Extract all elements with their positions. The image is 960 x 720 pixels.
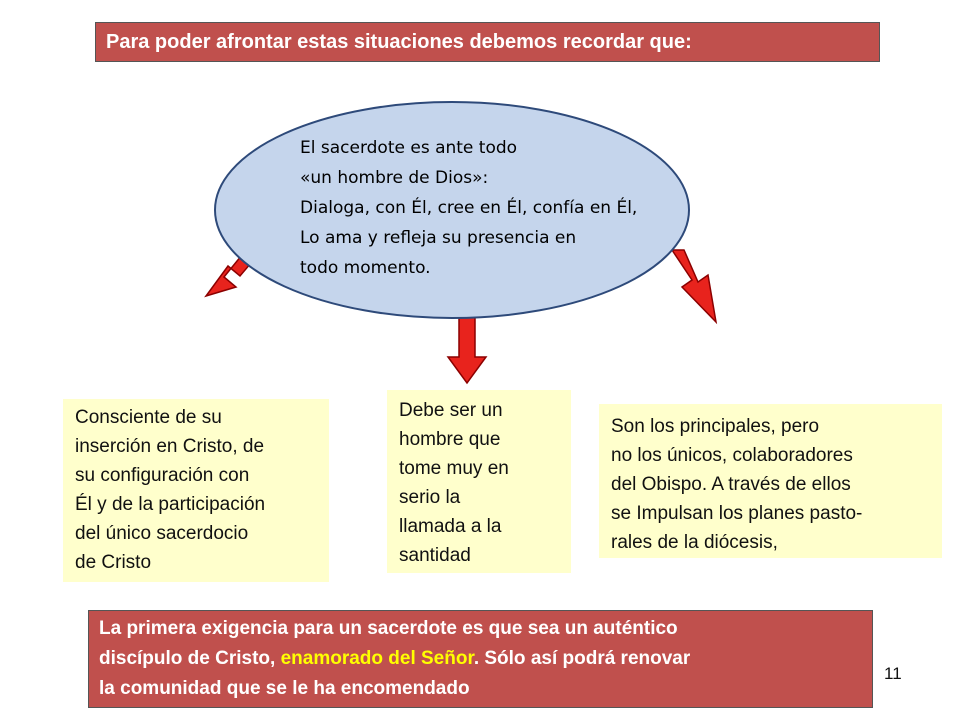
ellipse-line: todo momento. <box>300 258 431 278</box>
box-right-line: se Impulsan los planes pasto- <box>611 503 863 524</box>
box-left-line: Él y de la participación <box>75 494 266 515</box>
conclusion-line-2 <box>99 644 872 674</box>
conclusion-line-2-start: discípulo de Cristo, <box>99 648 281 669</box>
ellipse-line: El sacerdote es ante todo <box>300 138 518 158</box>
box-left-line: inserción en Cristo, de <box>75 436 265 457</box>
box-right-line: del Obispo. A través de ellos <box>611 474 851 495</box>
box-left-line: de Cristo <box>75 552 152 573</box>
ellipse-line: Dialoga, con Él, cree en Él, confía en Él, <box>300 198 638 218</box>
box-left-line: Consciente de su <box>75 407 222 428</box>
box-middle-line: Debe ser un <box>399 400 503 421</box>
box-left <box>63 399 329 582</box>
box-right-line: rales de la diócesis, <box>611 532 778 553</box>
page-number: 11 <box>884 664 902 683</box>
ellipse-line: Lo ama y refleja su presencia en <box>300 228 577 248</box>
conclusion-line-1: La primera exigencia para un sacerdote es que sea un auténtico <box>99 618 678 639</box>
ellipse-line: «un hombre de Dios»: <box>300 168 489 188</box>
conclusion-line-3: la comunidad que se le ha encomendado <box>99 678 470 699</box>
box-middle-line: hombre que <box>399 429 501 450</box>
box-middle <box>387 390 571 573</box>
box-middle-line: tome muy en <box>399 458 509 479</box>
title-text: Para poder afrontar estas situaciones debemos recordar que: <box>106 31 692 53</box>
box-middle-line: santidad <box>399 545 471 566</box>
box-left-line: su configuración con <box>75 465 250 486</box>
highlighted-phrase: enamorado del Señor <box>280 648 474 669</box>
box-right-line: Son los principales, pero <box>611 416 820 437</box>
arrow-middle <box>448 317 486 383</box>
ellipse-text <box>300 133 700 283</box>
box-left-line: del único sacerdocio <box>75 523 249 544</box>
conclusion-line-2-end: . Sólo así podrá renovar <box>473 648 691 669</box>
box-middle-line: serio la <box>399 487 461 508</box>
box-right <box>599 404 942 558</box>
box-middle-line: llamada a la <box>399 516 502 537</box>
box-right-line: no los únicos, colaboradores <box>611 445 853 466</box>
conclusion-banner <box>88 610 873 708</box>
